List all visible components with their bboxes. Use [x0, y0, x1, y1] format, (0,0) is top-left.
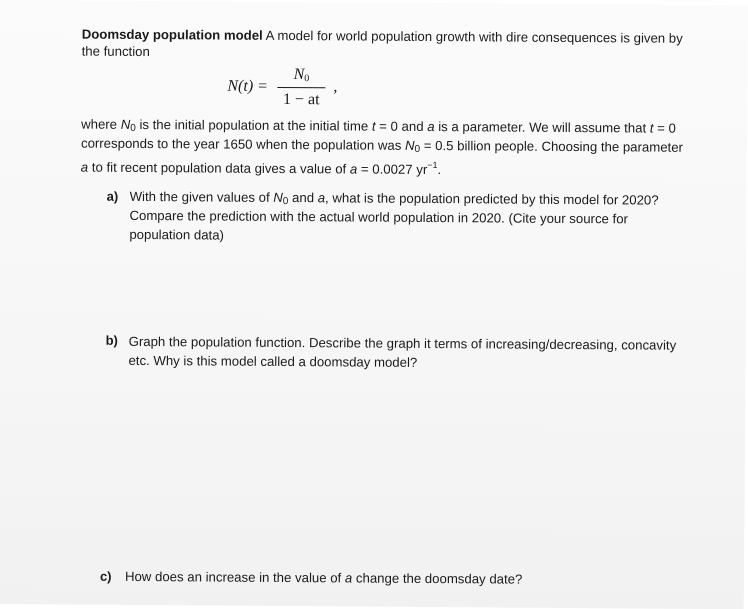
question-a-line-2: Compare the prediction with the actual world population in 2020. (Cite your source for: [129, 207, 629, 227]
model-heading: Doomsday population model: [81, 26, 263, 43]
question-c-label: c): [99, 568, 112, 584]
question-b-line-1: Graph the population function. Describe the graph it terms of increasing/decreasing, concavity: [128, 333, 677, 353]
formula-denominator: 1 − at: [282, 90, 320, 109]
fraction-bar: [277, 87, 325, 88]
population-formula: [227, 64, 357, 115]
where-line-2: corresponds to the year 1650 when the population was $N_0 = 0.5$ billion people. Choosing the parameter: [80, 135, 684, 155]
question-b-line-2: etc. Why is this model called a doomsday model?: [128, 352, 418, 370]
question-a-line-1: With the given values of $N_0$ and a, what is the population predicted by this model for 2020?: [129, 188, 659, 208]
intro-text: A model for world population growth with dire consequences is given by: [262, 27, 683, 46]
intro-line-2: the function: [81, 43, 150, 60]
formula-comma: ,: [333, 78, 338, 96]
formula-numerator: $N_0$: [293, 66, 310, 85]
where-line-1: where $N_0$ is the initial population at the initial time t = 0 and a is a parameter. We will assume that t = 0: [81, 116, 676, 136]
question-c-line-1: How does an increase in the value of a change the doomsday date?: [124, 568, 523, 587]
intro-line-1: [82, 25, 683, 49]
where-line-3: a to fit recent population data gives a value of a = 0.0027 $yr^{-1}$.: [80, 159, 442, 178]
formula-fraction: [277, 64, 325, 112]
question-a-line-3: population data): [129, 226, 225, 243]
question-b-label: b): [105, 332, 118, 348]
question-a-label: a): [106, 188, 119, 204]
formula-lhs: N(t) =: [227, 77, 269, 95]
